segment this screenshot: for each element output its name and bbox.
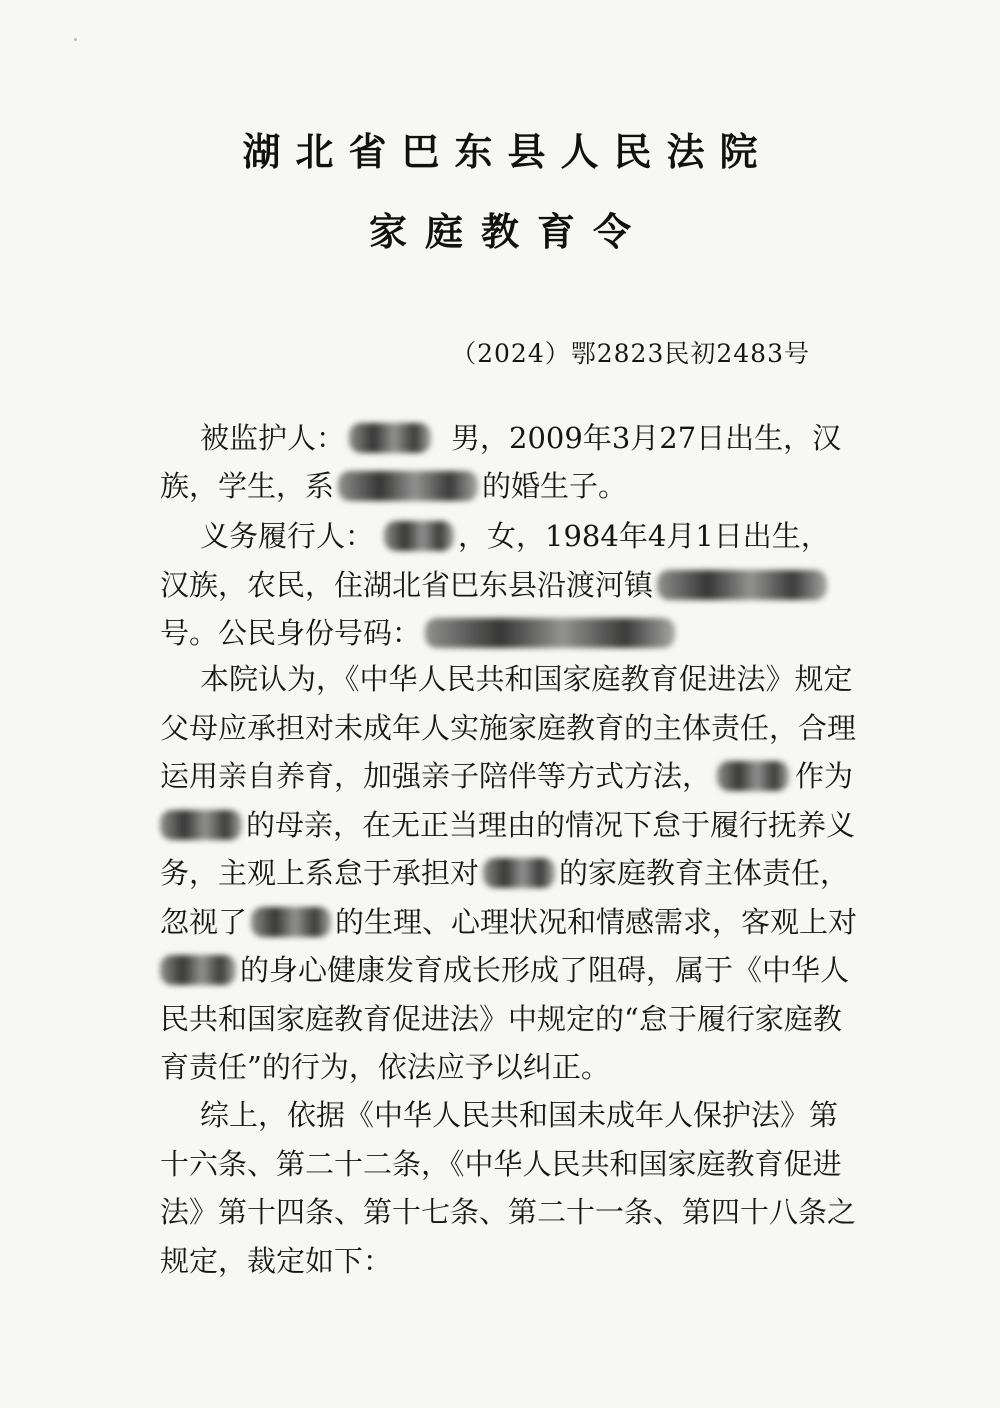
obligor-line-2: 汉族，农民，住湖北省巴东县沿渡河镇 — [160, 565, 820, 605]
opinion-line-9: 育责任”的行为，依法应予以纠正。 — [160, 1050, 610, 1084]
opinion-line-2: 父母应承担对未成年人实施家庭教育的主体责任，合理 — [160, 711, 857, 745]
scan-speck — [74, 38, 77, 41]
redacted-id-number — [425, 618, 675, 648]
conclusion-line-4: 规定，裁定如下： — [160, 1244, 393, 1278]
opinion-line-5: 务，主观上系怠于承担对 的家庭教育主体责任， — [160, 856, 850, 890]
conclusion-line-3: 法》第十四条、第十七条、第二十一条、第四十八条之 — [160, 1195, 857, 1229]
conclusion-line-1: 综上，依据《中华人民共和国未成年人保护法》第 — [200, 1098, 839, 1132]
obligor-line-3: 号。公民身份号码： — [160, 613, 820, 653]
conclusion-line-2: 十六条、第二十二条，《中华人民共和国家庭教育促进 — [160, 1147, 842, 1181]
ward-line-2: 族，学生，系 的婚生子。 — [160, 469, 628, 503]
opinion-line-6: 忽视了 的生理、心理状况和情感需求，客观上对 — [160, 905, 858, 939]
redacted-name — [483, 858, 555, 888]
opinion-line-3: 运用亲自养育，加强亲子陪伴等方式方法， 作为 — [160, 759, 854, 793]
redacted-parents — [338, 471, 478, 501]
ward-label: 被监护人： — [200, 421, 346, 455]
case-number: （2024）鄂2823民初2483号 — [451, 339, 810, 368]
redacted-name — [384, 521, 454, 551]
opinion-line-8: 民共和国家庭教育促进法》中规定的“怠于履行家庭教 — [160, 1002, 842, 1036]
opinion-line-1: 本院认为，《中华人民共和国家庭教育促进法》规定 — [200, 662, 853, 696]
redacted-name — [349, 423, 431, 453]
ward-line-1: 被监护人： 男，2009年3月27日出生，汉 — [200, 421, 842, 455]
redacted-name — [160, 810, 242, 840]
redacted-name — [160, 955, 236, 985]
obligor-label: 义务履行人： — [200, 519, 375, 553]
redacted-address — [657, 570, 827, 600]
court-name-heading: 湖北省巴东县人民法院 — [242, 129, 773, 174]
redacted-name — [717, 761, 789, 791]
redacted-name — [251, 907, 331, 937]
opinion-line-7: 的身心健康发育成长形成了阻碍，属于《中华人 — [160, 950, 820, 990]
opinion-line-4: 的母亲，在无正当理由的情况下怠于履行抚养义 — [160, 805, 820, 845]
document-type-heading: 家庭教育令 — [368, 209, 649, 254]
obligor-line-1: 义务履行人： ，女，1984年4月1日出生， — [200, 519, 830, 553]
